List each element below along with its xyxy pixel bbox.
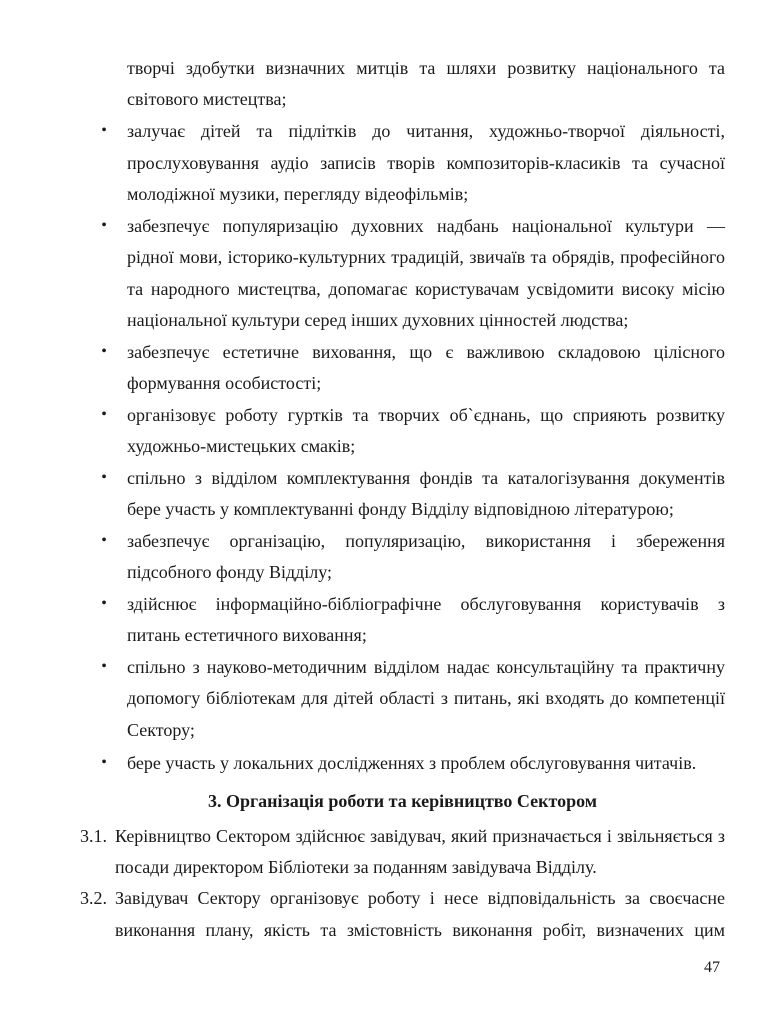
clause-number: 3.1.	[80, 826, 107, 846]
list-item-line: прослуховування аудіо записів творів композиторів-класиків та сучасної	[127, 153, 725, 173]
list-item-line: забезпечує популяризацію духовних надбань національної культури —	[127, 216, 725, 236]
bullet-icon: •	[101, 658, 107, 675]
bullet-icon: •	[101, 754, 107, 771]
bullet-icon: •	[101, 217, 107, 234]
list-item-line: молодіжної музики, перегляду відеофільмів;	[127, 184, 469, 204]
list-item-line: та народного мистецтва, допомагає користувачам усвідомити високу місію	[127, 279, 725, 299]
list-item-line: рідної мови, історико-культурних традицій, звичаїв та обрядів, професійного	[127, 247, 725, 267]
bullet-icon: •	[101, 595, 107, 612]
bullet-icon: •	[101, 532, 107, 549]
intro-line: творчі здобутки визначних митців та шляхи розвитку національного та	[127, 58, 725, 78]
list-item-line: спільно з науково-методичним відділом надає консультаційну та практичну	[127, 657, 725, 677]
list-item-line: підсобного фонду Відділу;	[127, 562, 333, 582]
list-item-line: національної культури серед інших духовних цінностей людства;	[127, 310, 629, 330]
clause-number: 3.2.	[80, 888, 107, 908]
clause-line: виконання плану, якість та змістовність виконання робіт, визначених цим	[115, 920, 725, 940]
list-item-line: забезпечує естетичне виховання, що є важливою складовою цілісного	[127, 342, 725, 362]
section-heading: 3. Організація роботи та керівництво Сектором	[207, 791, 598, 811]
clause-line: Завідувач Сектору організовує роботу і несе відповідальність за своєчасне	[115, 888, 725, 908]
list-item-line: бере участь у комплектуванні фонду Відділу відповідною літературою;	[127, 499, 674, 519]
clause-line: посади директором Бібліотеки за поданням завідувача Відділу.	[115, 857, 597, 877]
list-item-line: забезпечує організацію, популяризацію, використання і збереження	[127, 531, 725, 551]
clause-line: Керівництво Сектором здійснює завідувач, який призначається і звільняється з	[115, 826, 725, 846]
bullet-icon: •	[101, 406, 107, 423]
list-item-line: організовує роботу гуртків та творчих об`єднань, що сприяють розвитку	[127, 405, 725, 425]
list-item-line: формування особистості;	[127, 373, 322, 393]
bullet-icon: •	[101, 343, 107, 360]
list-item-line: здійснює інформаційно-бібліографічне обслуговування користувачів з	[127, 594, 725, 614]
page-number: 47	[704, 959, 720, 976]
list-item-line: спільно з відділом комплектування фондів та каталогізування документів	[127, 468, 725, 488]
list-item-line: бере участь у локальних дослідженнях з проблем обслуговування читачів.	[127, 753, 697, 773]
list-item-line: художньо-мистецьких смаків;	[127, 436, 356, 456]
bullet-icon: •	[101, 122, 107, 139]
list-item-line: Сектору;	[127, 720, 195, 740]
bullet-icon: •	[101, 469, 107, 486]
intro-line: світового мистецтва;	[127, 89, 287, 109]
list-item-line: допомогу бібліотекам для дітей області з питань, які входять до компетенції	[127, 688, 725, 708]
list-item-line: питань естетичного виховання;	[127, 625, 367, 645]
list-item-line: залучає дітей та підлітків до читання, художньо-творчої діяльності,	[127, 121, 725, 141]
